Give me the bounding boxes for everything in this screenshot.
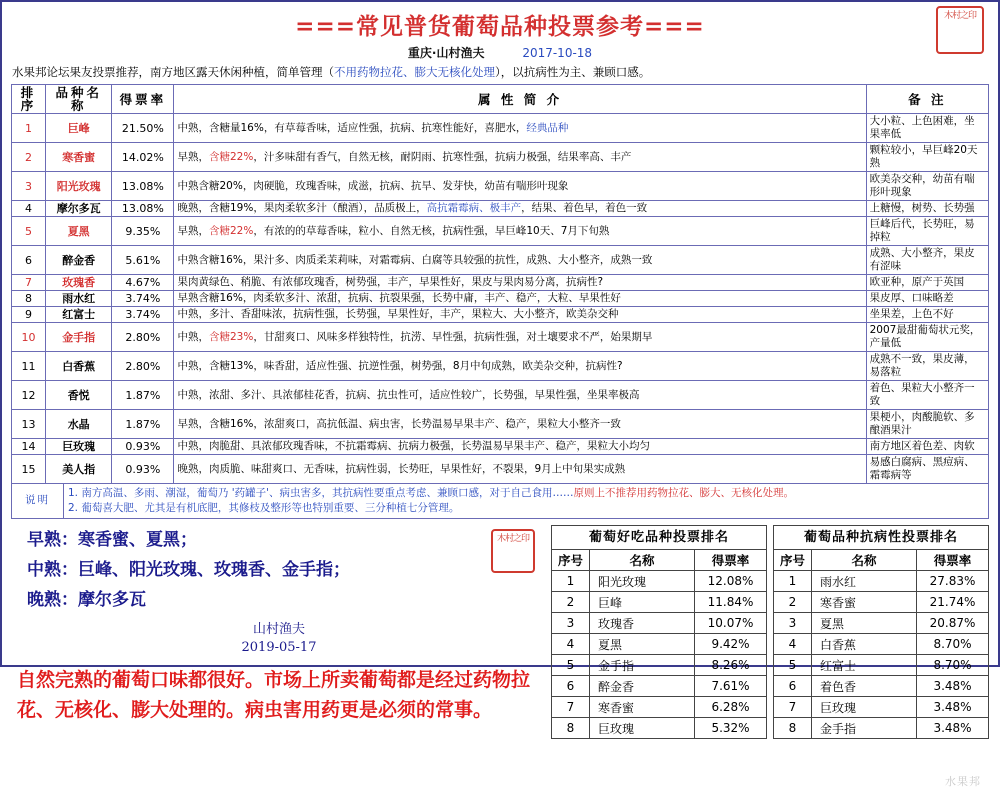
vote-cell-no: 8 bbox=[774, 718, 812, 739]
th-note: 备 注 bbox=[866, 85, 988, 114]
cell-vote-rate: 1.87% bbox=[112, 381, 174, 410]
cell-description bbox=[174, 201, 866, 217]
date-label: 2017-10-18 bbox=[522, 46, 593, 60]
cell-variety-name: 香悦 bbox=[46, 381, 112, 410]
vote-cell-no: 6 bbox=[552, 676, 590, 697]
vote-row bbox=[552, 655, 767, 676]
vote-row bbox=[552, 592, 767, 613]
cell-vote-rate: 2.80% bbox=[112, 323, 174, 352]
cell-variety-name: 巨玫瑰 bbox=[46, 439, 112, 455]
vote-cell-rate: 11.84% bbox=[695, 592, 767, 613]
vote-th-rate: 得票率 bbox=[917, 550, 989, 571]
table-row bbox=[12, 172, 989, 201]
table-row bbox=[12, 143, 989, 172]
cell-vote-rate: 13.08% bbox=[112, 201, 174, 217]
desc-pre: 早熟， bbox=[177, 150, 209, 163]
cell-description bbox=[174, 323, 866, 352]
cell-rank: 6 bbox=[12, 246, 46, 275]
desc-highlight-red: 含糖22% bbox=[208, 224, 254, 237]
desc-highlight-red: 含糖22% bbox=[208, 150, 254, 163]
cell-vote-rate: 5.61% bbox=[112, 246, 174, 275]
table-row bbox=[12, 201, 989, 217]
vote-row bbox=[774, 613, 989, 634]
cell-rank: 9 bbox=[12, 307, 46, 323]
table-row bbox=[12, 114, 989, 143]
vote-header-row bbox=[552, 550, 767, 571]
desc-text: 中熟，肉脆甜、具浓郁玫瑰香味，不抗霜霉病、抗病力极强，长势温易早果丰产、稳产，果粒大小均匀 bbox=[177, 440, 650, 452]
cell-note: 易感白腐病、黑痘病、霜霉病等 bbox=[866, 455, 988, 484]
cell-note: 坐果差，上色不好 bbox=[866, 307, 988, 323]
cell-note: 巨峰后代，长势旺，易掉粒 bbox=[866, 217, 988, 246]
vote-row bbox=[774, 592, 989, 613]
season-late: 晚熟：摩尔多瓦 bbox=[27, 590, 146, 610]
vote-row bbox=[774, 571, 989, 592]
red-seal-icon-bottom: 木村之印 bbox=[491, 529, 535, 573]
desc-text: 果肉黄绿色、稍脆、有浓郁玫瑰香，树势强，丰产，早果性好，果皮与果肉易分离，抗病性? bbox=[177, 276, 604, 288]
cell-note: 着色、果粒大小整齐一致 bbox=[866, 381, 988, 410]
vote-cell-name: 金手指 bbox=[590, 655, 695, 676]
vote-table-disease-caption: 葡萄品种抗病性投票排名 bbox=[773, 525, 989, 549]
season-early: 早熟：寒香蜜、夏黑； bbox=[27, 530, 197, 550]
explanation-line-1-text: 1. 南方高温、多雨、潮湿，葡萄乃 '药罐子'、病虫害多，其抗病性要重点考虑、兼顾口感，对于自己食用…… bbox=[68, 487, 574, 499]
cell-note: 欧美杂交种，幼苗有喘形叶现象 bbox=[866, 172, 988, 201]
explanation-line-2: 2. 葡萄喜大肥、尤其是有机底肥，其修枝及整形等也特别重要、三分种植七分管理。 bbox=[68, 502, 460, 514]
cell-note: 南方地区着色差、肉软 bbox=[866, 439, 988, 455]
vote-cell-name: 巨峰 bbox=[590, 592, 695, 613]
vote-cell-no: 5 bbox=[774, 655, 812, 676]
vote-cell-no: 3 bbox=[774, 613, 812, 634]
explanation-label: 说明 bbox=[12, 484, 64, 518]
cell-note: 果梗小，肉酸脆软、多酿酒果汁 bbox=[866, 410, 988, 439]
cell-variety-name: 玫瑰香 bbox=[46, 275, 112, 291]
cell-vote-rate: 0.93% bbox=[112, 455, 174, 484]
signature-date: 2019-05-17 bbox=[241, 640, 317, 655]
cell-rank: 15 bbox=[12, 455, 46, 484]
vote-cell-rate: 21.74% bbox=[917, 592, 989, 613]
table-row bbox=[12, 410, 989, 439]
vote-row bbox=[552, 634, 767, 655]
desc-pre: 中熟， bbox=[177, 330, 209, 343]
table-row bbox=[12, 381, 989, 410]
cell-vote-rate: 3.74% bbox=[112, 307, 174, 323]
vote-cell-rate: 9.42% bbox=[695, 634, 767, 655]
explanation-box bbox=[11, 484, 989, 519]
cell-description bbox=[174, 275, 866, 291]
cell-variety-name: 白香蕉 bbox=[46, 352, 112, 381]
cell-vote-rate: 1.87% bbox=[112, 410, 174, 439]
cell-description bbox=[174, 217, 866, 246]
cell-rank: 7 bbox=[12, 275, 46, 291]
intro-part2: ），以抗病性为主、兼顾口感。 bbox=[495, 65, 651, 79]
vote-th-name: 名称 bbox=[590, 550, 695, 571]
cell-rank: 2 bbox=[12, 143, 46, 172]
vote-cell-rate: 8.70% bbox=[917, 655, 989, 676]
cell-rank: 5 bbox=[12, 217, 46, 246]
vote-cell-name: 阳光玫瑰 bbox=[590, 571, 695, 592]
vote-row bbox=[552, 718, 767, 739]
vote-cell-name: 白香蕉 bbox=[812, 634, 917, 655]
vote-cell-name: 寒香蜜 bbox=[590, 697, 695, 718]
desc-text: ，甘甜爽口、风味多样独特性，抗涝、早性强，抗病性强，对土壤要求不严，始果期早 bbox=[253, 330, 653, 343]
desc-text: ，汁多味甜有香气，自然无核，耐阴雨、抗寒性强，抗病力极强，结果率高、丰产 bbox=[253, 150, 632, 163]
vote-cell-name: 夏黑 bbox=[590, 634, 695, 655]
desc-highlight-red: 含糖23% bbox=[208, 330, 254, 343]
cell-variety-name: 红富士 bbox=[46, 307, 112, 323]
vote-cell-rate: 3.48% bbox=[917, 718, 989, 739]
cell-description bbox=[174, 172, 866, 201]
vote-cell-no: 8 bbox=[552, 718, 590, 739]
watermark-label: 水果邦 bbox=[945, 775, 981, 788]
vote-row bbox=[552, 613, 767, 634]
table-row bbox=[12, 323, 989, 352]
desc-pre: 晚熟，含糖19%，果肉柔软多汁（酿酒），品质极上， bbox=[177, 202, 427, 214]
red-seal-icon: 木村之印 bbox=[936, 6, 984, 54]
cell-description bbox=[174, 455, 866, 484]
cell-description bbox=[174, 246, 866, 275]
vote-row bbox=[774, 676, 989, 697]
cell-note: 成熟不一致，果皮薄，易落粒 bbox=[866, 352, 988, 381]
cell-rank: 14 bbox=[12, 439, 46, 455]
cell-variety-name: 雨水红 bbox=[46, 291, 112, 307]
table-row bbox=[12, 246, 989, 275]
cell-variety-name: 夏黑 bbox=[46, 217, 112, 246]
vote-header-row bbox=[774, 550, 989, 571]
cell-description bbox=[174, 352, 866, 381]
vote-row bbox=[552, 571, 767, 592]
vote-row bbox=[774, 697, 989, 718]
cell-description bbox=[174, 307, 866, 323]
vote-cell-name: 金手指 bbox=[812, 718, 917, 739]
cell-variety-name: 寒香蜜 bbox=[46, 143, 112, 172]
desc-text: 中熟，多汁、香甜味浓，抗病性强，长势强，早果性好，丰产，果粒大、大小整齐，欧美杂交种 bbox=[177, 308, 619, 320]
vote-cell-rate: 7.61% bbox=[695, 676, 767, 697]
cell-note: 上糖慢，树势、长势强 bbox=[866, 201, 988, 217]
desc-highlight-blue: 高抗霜霉病、极丰产 bbox=[426, 202, 522, 214]
vote-cell-rate: 10.07% bbox=[695, 613, 767, 634]
table-row bbox=[12, 455, 989, 484]
lower-section bbox=[11, 525, 989, 793]
vote-cell-name: 寒香蜜 bbox=[812, 592, 917, 613]
cell-description bbox=[174, 143, 866, 172]
vote-block-taste bbox=[551, 525, 767, 793]
vote-th-rate: 得票率 bbox=[695, 550, 767, 571]
cell-note: 大小粒、上色困难，坐果率低 bbox=[866, 114, 988, 143]
cell-variety-name: 醉金香 bbox=[46, 246, 112, 275]
vote-cell-no: 6 bbox=[774, 676, 812, 697]
cell-variety-name: 水晶 bbox=[46, 410, 112, 439]
document-header bbox=[2, 2, 998, 63]
vote-cell-name: 夏黑 bbox=[812, 613, 917, 634]
table-row bbox=[12, 291, 989, 307]
vote-cell-no: 1 bbox=[774, 571, 812, 592]
vote-row bbox=[552, 676, 767, 697]
variety-table bbox=[11, 84, 989, 484]
intro-blue: 不用药物拉花、膨大无核化处理 bbox=[334, 65, 495, 79]
vote-cell-rate: 6.28% bbox=[695, 697, 767, 718]
vote-row bbox=[552, 697, 767, 718]
cell-description bbox=[174, 439, 866, 455]
vote-row bbox=[774, 718, 989, 739]
cell-rank: 10 bbox=[12, 323, 46, 352]
vote-cell-no: 4 bbox=[552, 634, 590, 655]
cell-rank: 3 bbox=[12, 172, 46, 201]
signature-name: 山村渔夫 bbox=[252, 622, 305, 637]
table-row bbox=[12, 352, 989, 381]
vote-cell-no: 2 bbox=[552, 592, 590, 613]
desc-text: 中熟，含糖量16%，有草莓香味，适应性强，抗病、抗寒性能好，喜肥水， bbox=[177, 121, 527, 134]
vote-cell-rate: 8.70% bbox=[917, 634, 989, 655]
vote-cell-name: 着色香 bbox=[812, 676, 917, 697]
vote-cell-no: 4 bbox=[774, 634, 812, 655]
table-header-row bbox=[12, 85, 989, 114]
desc-text: ，有浓的的草莓香味，粒小、自然无核，抗病性强，早巨峰10天、7月下旬熟 bbox=[253, 224, 610, 237]
table-row bbox=[12, 439, 989, 455]
vote-cell-rate: 3.48% bbox=[917, 697, 989, 718]
desc-pre: 早熟， bbox=[177, 224, 209, 237]
season-and-note bbox=[11, 525, 547, 793]
cell-rank: 8 bbox=[12, 291, 46, 307]
vote-table-taste-caption: 葡萄好吃品种投票排名 bbox=[551, 525, 767, 549]
intro-paragraph bbox=[2, 63, 998, 84]
cell-rank: 13 bbox=[12, 410, 46, 439]
desc-text: 早熟含糖16%，肉柔软多汁、浓甜，抗病、抗裂果强，长势中庸，丰产、稳产，大粒、早果性好 bbox=[177, 292, 621, 304]
vote-cell-name: 玫瑰香 bbox=[590, 613, 695, 634]
cell-vote-rate: 9.35% bbox=[112, 217, 174, 246]
vote-th-no: 序号 bbox=[774, 550, 812, 571]
explanation-line-1 bbox=[68, 486, 984, 501]
desc-link-blue: 经典品种 bbox=[526, 121, 569, 134]
cell-description bbox=[174, 291, 866, 307]
th-name: 品种名称 bbox=[46, 85, 112, 114]
vote-cell-no: 5 bbox=[552, 655, 590, 676]
cell-description bbox=[174, 410, 866, 439]
handwritten-red-note: 自然完熟的葡萄口味都很好。市场上所卖葡萄都是经过药物拉花、无核化、膨大处理的。病虫害用药更是必须的常事。 bbox=[17, 669, 531, 721]
vote-cell-no: 2 bbox=[774, 592, 812, 613]
vote-cell-no: 7 bbox=[552, 697, 590, 718]
vote-cell-name: 巨玫瑰 bbox=[812, 697, 917, 718]
vote-cell-rate: 27.83% bbox=[917, 571, 989, 592]
desc-text: 中熟含糖16%，果汁多、肉质柔茉莉味，对霜霉病、白腐等具较强的抗性，成熟、大小整齐，成熟一致 bbox=[177, 253, 653, 266]
vote-cell-name: 醉金香 bbox=[590, 676, 695, 697]
cell-rank: 12 bbox=[12, 381, 46, 410]
th-rank: 排序 bbox=[12, 85, 46, 114]
vote-cell-name: 红富士 bbox=[812, 655, 917, 676]
vote-cell-no: 1 bbox=[552, 571, 590, 592]
vote-cell-no: 7 bbox=[774, 697, 812, 718]
cell-vote-rate: 2.80% bbox=[112, 352, 174, 381]
signature-block bbox=[11, 621, 547, 657]
vote-row bbox=[774, 634, 989, 655]
th-desc: 属 性 简 介 bbox=[174, 85, 866, 114]
table-row bbox=[12, 217, 989, 246]
table-row bbox=[12, 307, 989, 323]
cell-description bbox=[174, 381, 866, 410]
vote-cell-name: 雨水红 bbox=[812, 571, 917, 592]
cell-vote-rate: 14.02% bbox=[112, 143, 174, 172]
desc-text: 中熟含糖20%，肉硬脆，玫瑰香味，成滋，抗病、抗旱、发芽快，幼苗有喘形叶现象 bbox=[177, 179, 569, 192]
cell-variety-name: 美人指 bbox=[46, 455, 112, 484]
cell-vote-rate: 4.67% bbox=[112, 275, 174, 291]
cell-variety-name: 金手指 bbox=[46, 323, 112, 352]
cell-vote-rate: 13.08% bbox=[112, 172, 174, 201]
vote-cell-name: 巨玫瑰 bbox=[590, 718, 695, 739]
vote-table-disease bbox=[773, 525, 989, 739]
vote-th-no: 序号 bbox=[552, 550, 590, 571]
desc-text: 中熟，浓甜、多汁、具浓郁桂花香，抗病、抗虫性可，适应性较广，长势强，早果性强，坐果率极高 bbox=[177, 388, 640, 401]
cell-vote-rate: 3.74% bbox=[112, 291, 174, 307]
vote-row bbox=[774, 655, 989, 676]
vote-cell-rate: 20.87% bbox=[917, 613, 989, 634]
cell-note: 果皮厚、口味略差 bbox=[866, 291, 988, 307]
vote-cell-rate: 5.32% bbox=[695, 718, 767, 739]
explanation-body bbox=[64, 484, 988, 518]
cell-note: 2007最甜葡萄状元奖，产量低 bbox=[866, 323, 988, 352]
table-row bbox=[12, 275, 989, 291]
explanation-line-1-red: 原则上不推荐用药物拉花、膨大、无核化处理。 bbox=[573, 487, 794, 499]
vote-cell-rate: 12.08% bbox=[695, 571, 767, 592]
cell-note: 欧亚种，原产于英国 bbox=[866, 275, 988, 291]
desc-text: 晚熟，肉质脆、味甜爽口、无香味，抗病性弱，长势旺，早果性好，不裂果，9月上中旬果实成熟 bbox=[177, 462, 626, 475]
author-label: 重庆·山村渔夫 bbox=[407, 46, 485, 60]
cell-variety-name: 阳光玫瑰 bbox=[46, 172, 112, 201]
vote-cell-rate: 8.26% bbox=[695, 655, 767, 676]
cell-variety-name: 巨峰 bbox=[46, 114, 112, 143]
desc-text: 中熟，含糖13%，味香甜，适应性强、抗逆性强，树势强，8月中旬成熟，欧美杂交种，抗病性? bbox=[177, 359, 623, 372]
th-rate: 得票率 bbox=[112, 85, 174, 114]
vote-table-taste bbox=[551, 525, 767, 739]
cell-vote-rate: 0.93% bbox=[112, 439, 174, 455]
season-mid: 中熟：巨峰、阳光玫瑰、玫瑰香、金手指； bbox=[27, 560, 350, 580]
cell-note: 颗粒较小，早巨峰20天熟 bbox=[866, 143, 988, 172]
cell-rank: 1 bbox=[12, 114, 46, 143]
cell-variety-name: 摩尔多瓦 bbox=[46, 201, 112, 217]
vote-cell-rate: 3.48% bbox=[917, 676, 989, 697]
vote-block-disease bbox=[773, 525, 989, 793]
cell-vote-rate: 21.50% bbox=[112, 114, 174, 143]
desc-text: ，结果、着色早，着色一致 bbox=[521, 202, 648, 214]
page-title: ===常见普货葡萄品种投票参考=== bbox=[295, 13, 705, 40]
cell-rank: 11 bbox=[12, 352, 46, 381]
vote-cell-no: 3 bbox=[552, 613, 590, 634]
vote-th-name: 名称 bbox=[812, 550, 917, 571]
cell-description bbox=[174, 114, 866, 143]
vote-tables-area bbox=[547, 525, 989, 793]
cell-note: 成熟、大小整齐，果皮有涩味 bbox=[866, 246, 988, 275]
desc-text: 早熟，含糖16%，浓甜爽口，高抗低温、病虫害，长势温易早果丰产、稳产，果粒大小整齐一致 bbox=[177, 417, 621, 430]
intro-part1: 水果邦论坛果友投票推荐，南方地区露天休闲种植，简单管理（ bbox=[12, 65, 334, 79]
subtitle-line bbox=[2, 44, 998, 61]
cell-rank: 4 bbox=[12, 201, 46, 217]
